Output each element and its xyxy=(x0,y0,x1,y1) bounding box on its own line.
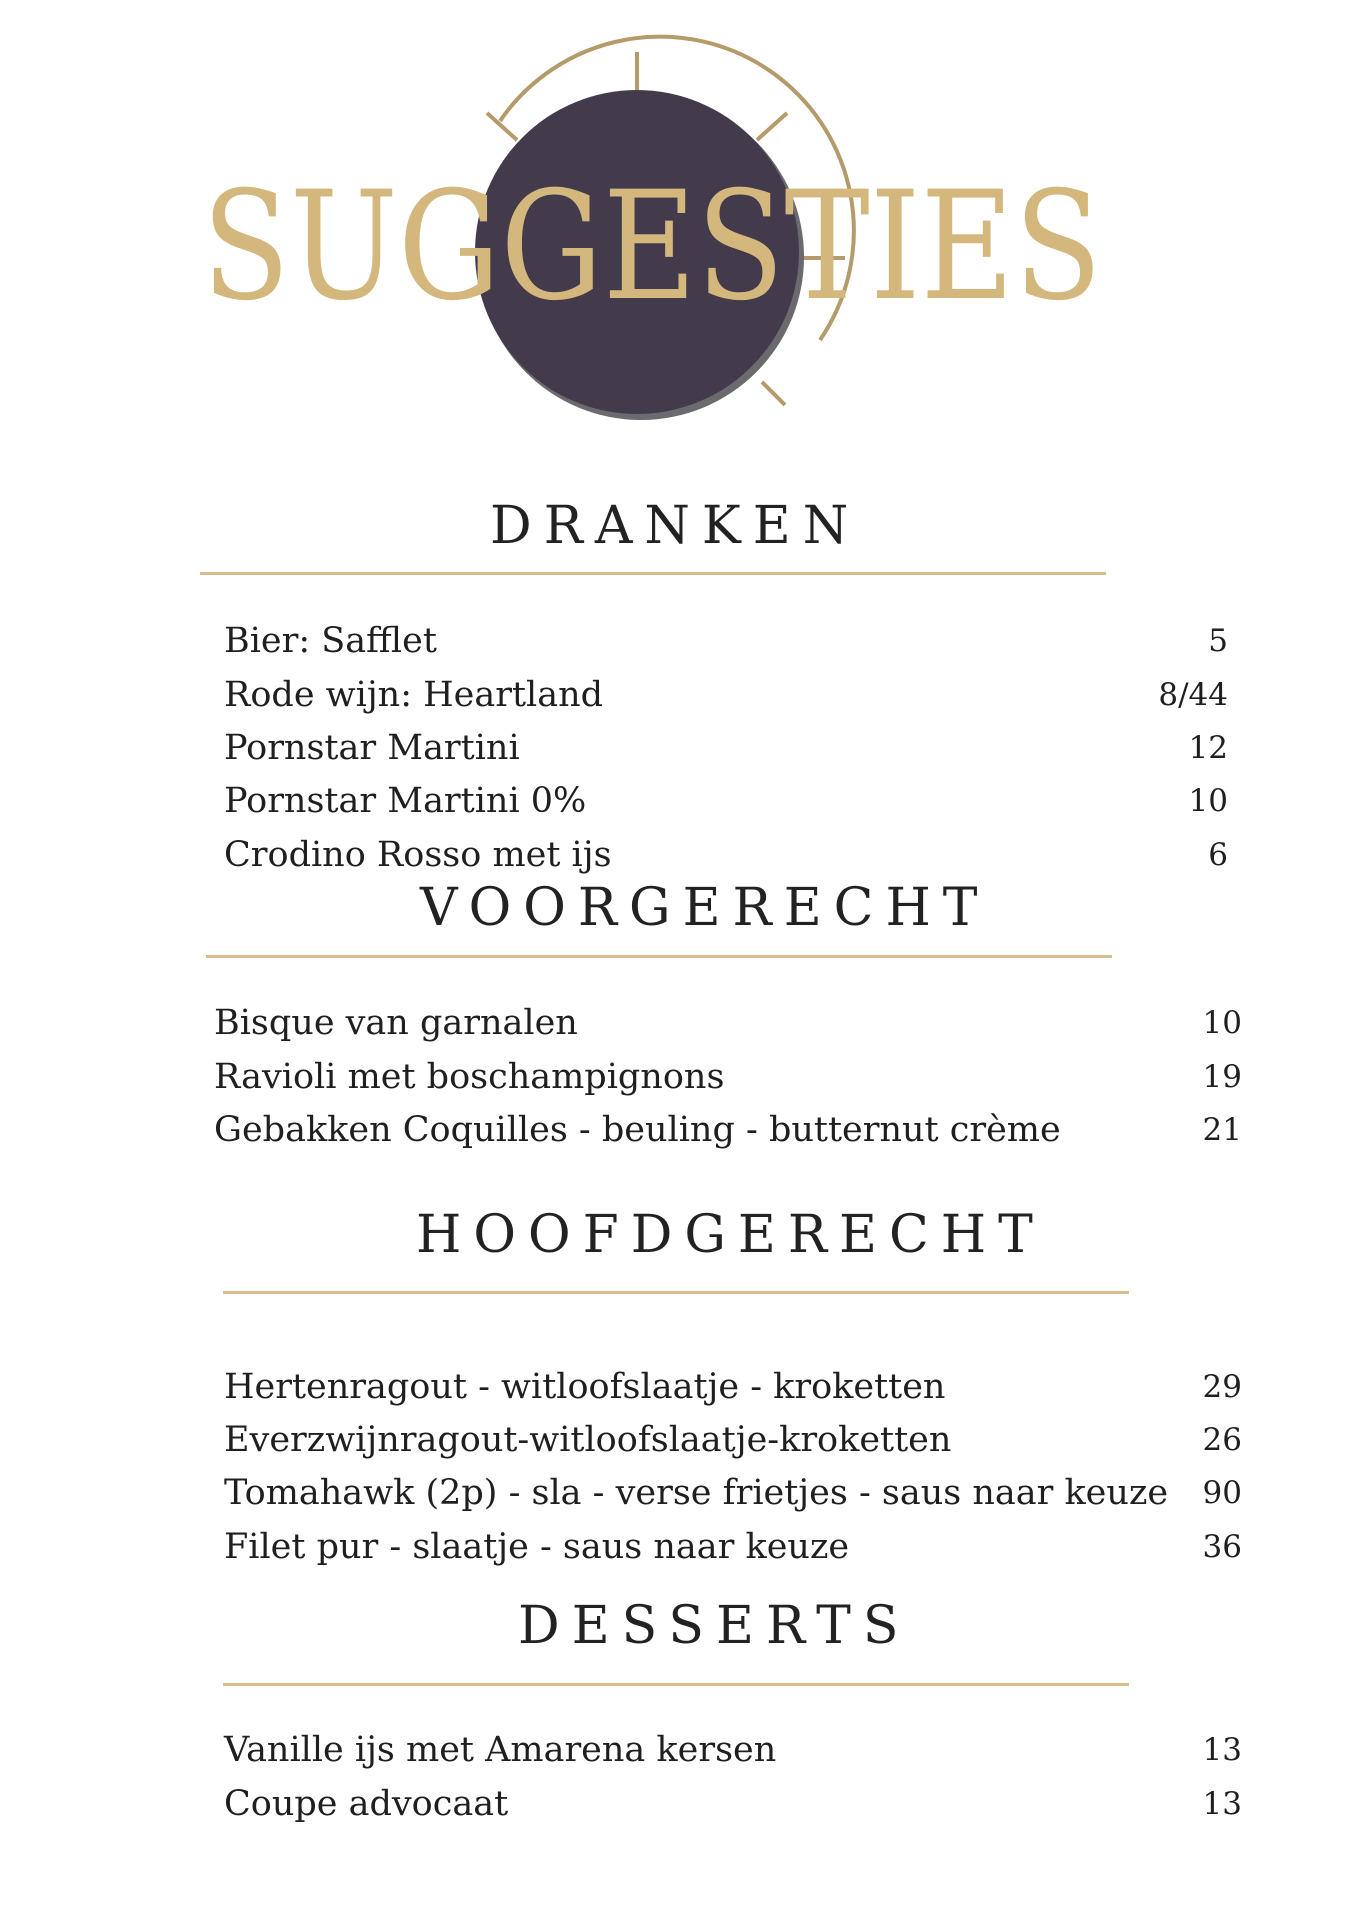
item-price: 90 xyxy=(1202,1475,1242,1511)
item-name: Bier: Safflet xyxy=(224,621,437,661)
item-name: Filet pur - slaatje - saus naar keuze xyxy=(224,1527,850,1567)
suggesties-logo xyxy=(0,0,1357,440)
item-price: 10 xyxy=(1188,783,1228,819)
item-name: Pornstar Martini 0% xyxy=(224,781,587,821)
menu-item xyxy=(224,1779,1242,1829)
item-name: Hertenragout - witloofslaatje - kroketten xyxy=(224,1367,946,1407)
menu-item xyxy=(224,1415,1242,1465)
section-title-dranken: DRANKEN xyxy=(490,496,861,556)
item-name: Vanille ijs met Amarena kersen xyxy=(224,1730,777,1770)
item-name: Rode wijn: Heartland xyxy=(224,675,604,715)
item-name: Tomahawk (2p) - sla - verse frietjes - saus naar keuze xyxy=(224,1473,1169,1513)
menu-item xyxy=(214,1052,1242,1102)
divider xyxy=(200,572,1106,575)
item-price: 36 xyxy=(1202,1529,1242,1565)
item-price: 19 xyxy=(1202,1059,1242,1095)
item-name: Gebakken Coquilles - beuling - butternut crème xyxy=(214,1110,1061,1150)
menu-item xyxy=(224,670,1228,720)
item-price: 26 xyxy=(1202,1422,1242,1458)
menu-item xyxy=(224,776,1228,826)
item-name: Crodino Rosso met ijs xyxy=(224,835,612,875)
item-price: 29 xyxy=(1202,1369,1242,1405)
section-title-voorgerecht: VOORGERECHT xyxy=(420,878,990,938)
menu-item xyxy=(224,616,1228,666)
item-name: Pornstar Martini xyxy=(224,728,520,768)
item-price: 10 xyxy=(1202,1005,1242,1041)
item-name: Everzwijnragout-witloofslaatje-kroketten xyxy=(224,1420,952,1460)
page-title: SUGGESTIES xyxy=(202,160,1102,334)
item-price: 13 xyxy=(1202,1786,1242,1822)
menu-item xyxy=(224,1522,1242,1572)
divider xyxy=(206,955,1112,958)
section-title-desserts: DESSERTS xyxy=(518,1596,911,1656)
item-price: 13 xyxy=(1202,1732,1242,1768)
menu-item xyxy=(214,1105,1242,1155)
menu-item xyxy=(224,830,1228,880)
menu-item xyxy=(214,998,1242,1048)
item-price: 8/44 xyxy=(1158,677,1228,713)
item-name: Ravioli met boschampignons xyxy=(214,1057,725,1097)
divider xyxy=(223,1683,1129,1686)
item-price: 12 xyxy=(1188,730,1228,766)
divider xyxy=(223,1291,1129,1294)
item-name: Bisque van garnalen xyxy=(214,1003,578,1043)
section-title-hoofdgerecht: HOOFDGERECHT xyxy=(416,1205,1045,1265)
menu-item xyxy=(224,1468,1242,1518)
item-name: Coupe advocaat xyxy=(224,1784,509,1824)
menu-item xyxy=(224,1362,1242,1412)
menu-item xyxy=(224,1725,1242,1775)
item-price: 5 xyxy=(1208,623,1228,659)
item-price: 21 xyxy=(1202,1112,1242,1148)
menu-item xyxy=(224,723,1228,773)
item-price: 6 xyxy=(1208,837,1228,873)
